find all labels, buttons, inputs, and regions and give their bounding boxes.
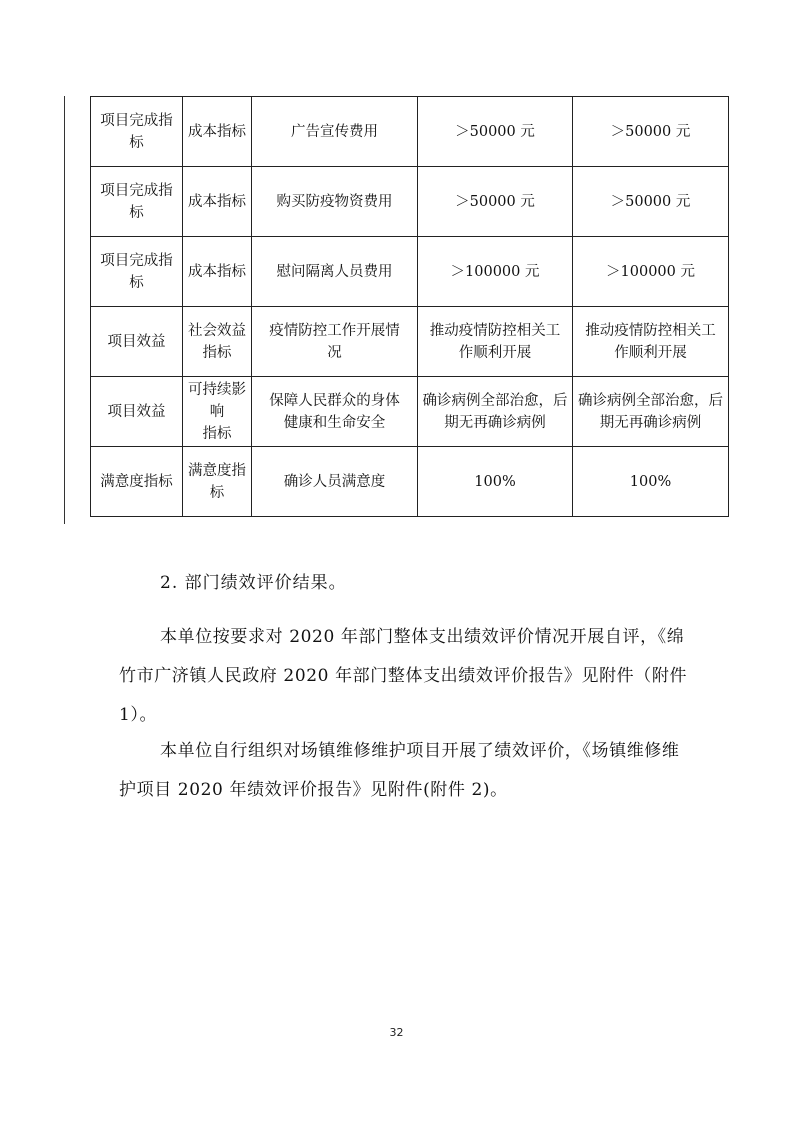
target-value-cell xyxy=(418,447,573,517)
target-value-cell xyxy=(418,237,573,307)
indicator-category-cell xyxy=(91,237,183,307)
table-body xyxy=(91,97,729,517)
cell-text-line: 100% xyxy=(474,473,516,490)
actual-value-cell xyxy=(573,307,729,377)
cell-text-line: 100% xyxy=(629,473,672,490)
indicator-type-cell xyxy=(183,167,252,237)
target-value-cell xyxy=(418,97,573,167)
table-row xyxy=(91,167,729,237)
performance-indicator-table xyxy=(90,96,729,517)
cell-text-line: 作顺利开展 xyxy=(458,344,532,361)
indicator-type-cell xyxy=(183,97,252,167)
cell-text-line: 指标 xyxy=(202,425,232,442)
table-row xyxy=(91,447,729,517)
table-row xyxy=(91,237,729,307)
table-row xyxy=(91,97,729,167)
cell-text-line: 期无再确诊病例 xyxy=(599,414,702,431)
cell-text-line: ＞50000 元 xyxy=(455,123,535,140)
cell-text-line: 成本指标 xyxy=(188,263,246,280)
cell-text-line: 成本指标 xyxy=(188,123,246,140)
section-heading: 2. 部门绩效评价结果。 xyxy=(160,573,347,593)
cell-text-line: 确诊病例全部治愈，后 xyxy=(422,392,568,409)
cell-text-line: 标 xyxy=(129,204,144,221)
indicator-category-cell xyxy=(91,167,183,237)
cell-text-line: 项目完成指 xyxy=(100,252,173,269)
cell-text-line: ＞50000 元 xyxy=(610,193,691,210)
cell-text-line: 健康和生命安全 xyxy=(283,414,386,431)
cell-text-line: 项目完成指 xyxy=(100,112,173,129)
cell-text-line: 项目效益 xyxy=(107,333,166,350)
actual-value-cell xyxy=(573,237,729,307)
cell-text-line: 推动疫情防控相关工 xyxy=(429,322,561,339)
cell-text-line: 项目完成指 xyxy=(100,182,173,199)
target-value-cell xyxy=(418,377,573,447)
indicator-name-cell xyxy=(252,167,418,237)
indicator-category-cell xyxy=(91,377,183,447)
cell-text-line: 广告宣传费用 xyxy=(291,123,378,140)
target-value-cell xyxy=(418,307,573,377)
cell-text-line: 推动疫情防控相关工 xyxy=(585,322,716,339)
indicator-name-cell xyxy=(252,377,418,447)
paragraph-self-evaluation xyxy=(119,618,691,735)
cell-text-line: 疫情防控工作开展情 xyxy=(269,322,400,339)
actual-value-cell xyxy=(573,167,729,237)
paragraph-project-evaluation xyxy=(119,732,691,810)
indicator-category-cell xyxy=(91,97,183,167)
cell-text-line: ＞100000 元 xyxy=(606,263,695,280)
cell-text-line: 成本指标 xyxy=(188,193,246,210)
cell-text-line: 慰问隔离人员费用 xyxy=(276,263,393,280)
indicator-type-cell xyxy=(183,377,252,447)
cell-text-line: 满意度指 xyxy=(188,462,246,479)
cell-text-line: 标 xyxy=(129,134,144,151)
indicator-type-cell xyxy=(183,307,252,377)
indicator-category-cell xyxy=(91,447,183,517)
actual-value-cell xyxy=(573,97,729,167)
target-value-cell xyxy=(418,167,573,237)
indicator-type-cell xyxy=(183,447,252,517)
cell-text-line: 社会效益 xyxy=(188,322,246,339)
cell-text-line: ＞50000 元 xyxy=(455,193,535,210)
indicator-name-cell xyxy=(252,237,418,307)
indicator-name-cell xyxy=(252,307,418,377)
indicator-category-cell xyxy=(91,307,183,377)
cell-text-line: 保障人民群众的身体 xyxy=(269,392,400,409)
margin-rule xyxy=(64,96,65,524)
actual-value-cell xyxy=(573,377,729,447)
cell-text-line: 满意度指标 xyxy=(100,473,173,490)
indicator-name-cell xyxy=(252,97,418,167)
cell-text-line: 作顺利开展 xyxy=(614,344,687,361)
cell-text-line: 确诊病例全部治愈，后 xyxy=(578,392,723,409)
cell-text-line: 可持续影响 xyxy=(188,381,246,420)
cell-text-line: 标 xyxy=(129,274,144,291)
cell-text-line: 确诊人员满意度 xyxy=(283,473,386,490)
cell-text-line: ＞100000 元 xyxy=(450,263,540,280)
cell-text-line: 项目效益 xyxy=(107,403,166,420)
indicator-type-cell xyxy=(183,237,252,307)
table-row xyxy=(91,377,729,447)
paragraph-text: 本单位按要求对 2020 年部门整体支出绩效评价情况开展自评，《绵竹市广济镇人民政府 2020 年部门整体支出绩效评价报告》见附件（附件 1）。 xyxy=(119,627,688,725)
cell-text-line: ＞50000 元 xyxy=(610,123,691,140)
cell-text-line: 指标 xyxy=(202,344,232,361)
cell-text-line: 购买防疫物资费用 xyxy=(276,193,393,210)
cell-text-line: 期无再确诊病例 xyxy=(444,414,546,431)
table-row xyxy=(91,307,729,377)
cell-text-line: 标 xyxy=(209,484,225,501)
paragraph-text: 本单位自行组织对场镇维修维护项目开展了绩效评价，《场镇维修维护项目 2020 年绩效评价报告》见附件(附件 2)。 xyxy=(119,741,680,800)
actual-value-cell xyxy=(573,447,729,517)
cell-text-line: 况 xyxy=(327,344,342,361)
indicator-name-cell xyxy=(252,447,418,517)
page-number: 32 xyxy=(389,1026,404,1039)
